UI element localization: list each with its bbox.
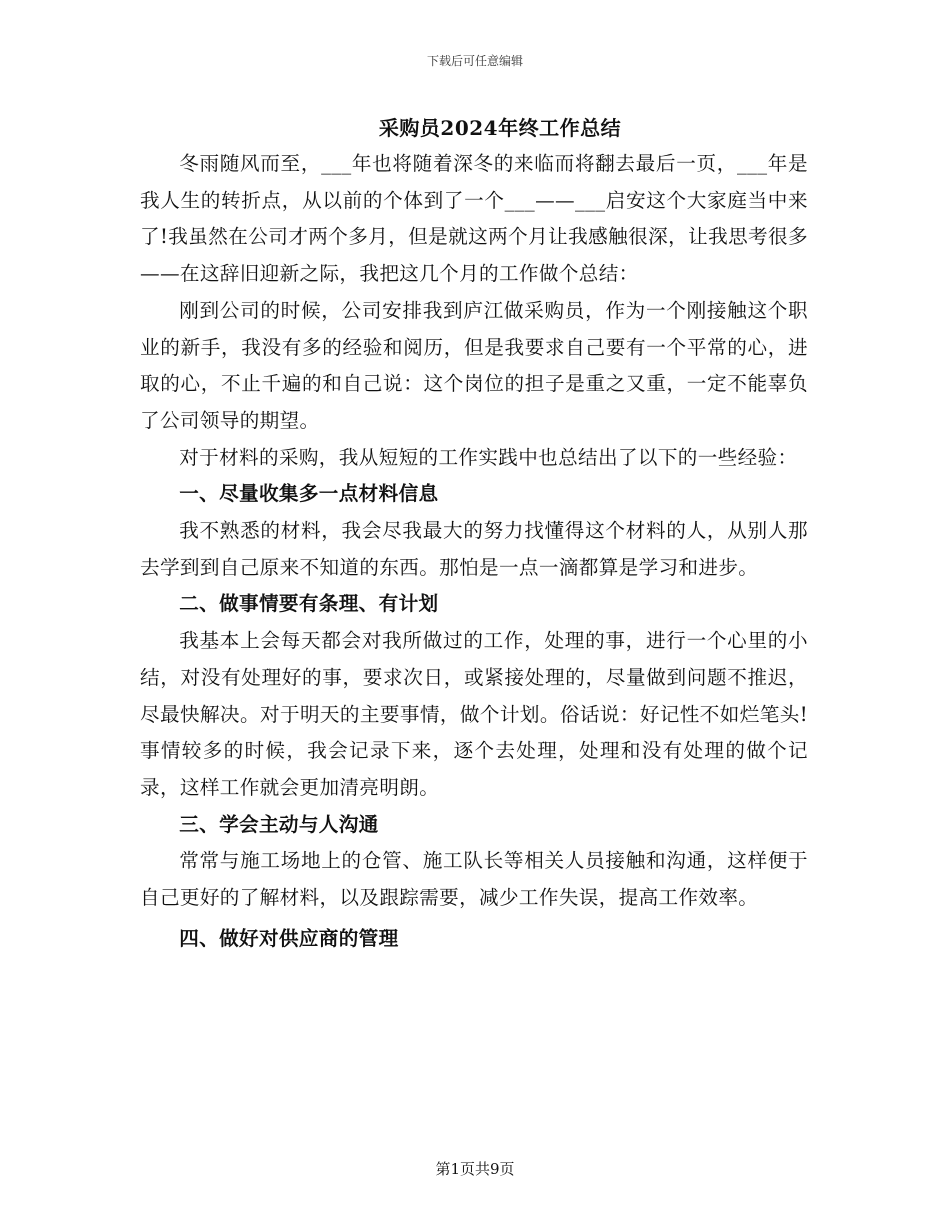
section-heading-3: 三、学会主动与人沟通 xyxy=(179,812,379,836)
section-heading-1: 一、尽量收集多一点材料信息 xyxy=(179,482,439,506)
section-heading-4: 四、做好对供应商的管理 xyxy=(179,926,399,950)
page-number: 第1页共9页 xyxy=(435,1160,515,1178)
document-title: 采购员2024年终工作总结 xyxy=(378,116,622,140)
paragraph-section-1: 我不熟悉的材料，我会尽我最大的努力找懂得这个材料的人，从别人那去学到到自己原来不知道的东西。那怕是一点一滴都算是学习和进步。 xyxy=(140,519,808,579)
header-note: 下载后可任意编辑 xyxy=(426,54,523,68)
document-body xyxy=(140,146,808,957)
paragraph-arrival: 刚到公司的时候，公司安排我到庐江做采购员，作为一个刚接触这个职业的新手，我没有多的经验和阅历，但是我要求自己要有一个平常的心，进取的心，不止千遍的和自己说：这个岗位的担子是重之又重，一定不能辜负了公司领导的期望。 xyxy=(140,298,808,432)
section-heading-2: 二、做事情要有条理、有计划 xyxy=(179,592,439,616)
paragraph-section-3: 常常与施工场地上的仓管、施工队长等相关人员接触和沟通，这样便于自己更好的了解材料，以及跟踪需要，减少工作失误，提高工作效率。 xyxy=(140,849,808,910)
paragraph-experience-lead: 对于材料的采购，我从短短的工作实践中也总结出了以下的一些经验： xyxy=(179,445,798,469)
paragraph-section-2: 我基本上会每天都会对我所做过的工作，处理的事，进行一个心里的小结，对没有处理好的事，要求次日，或紧接处理的，尽量做到问题不推迟，尽最快解决。对于明天的主要事情，做个计划。俗话说：好记性不如烂笔头!事情较多的时候，我会记录下来，逐个去处理，处理和没有处理的做个记录，这样工作就会更加清亮明朗。 xyxy=(140,629,808,799)
paragraph-intro: 冬雨随风而至，___年也将随着深冬的来临而将翻去最后一页，___年是我人生的转折点，从以前的个体到了一个___——___启安这个大家庭当中来了!我虽然在公司才两个多月，但是就这两个月让我感触很深，让我思考很多——在这辞旧迎新之际，我把这几个月的工作做个总结： xyxy=(140,152,808,286)
